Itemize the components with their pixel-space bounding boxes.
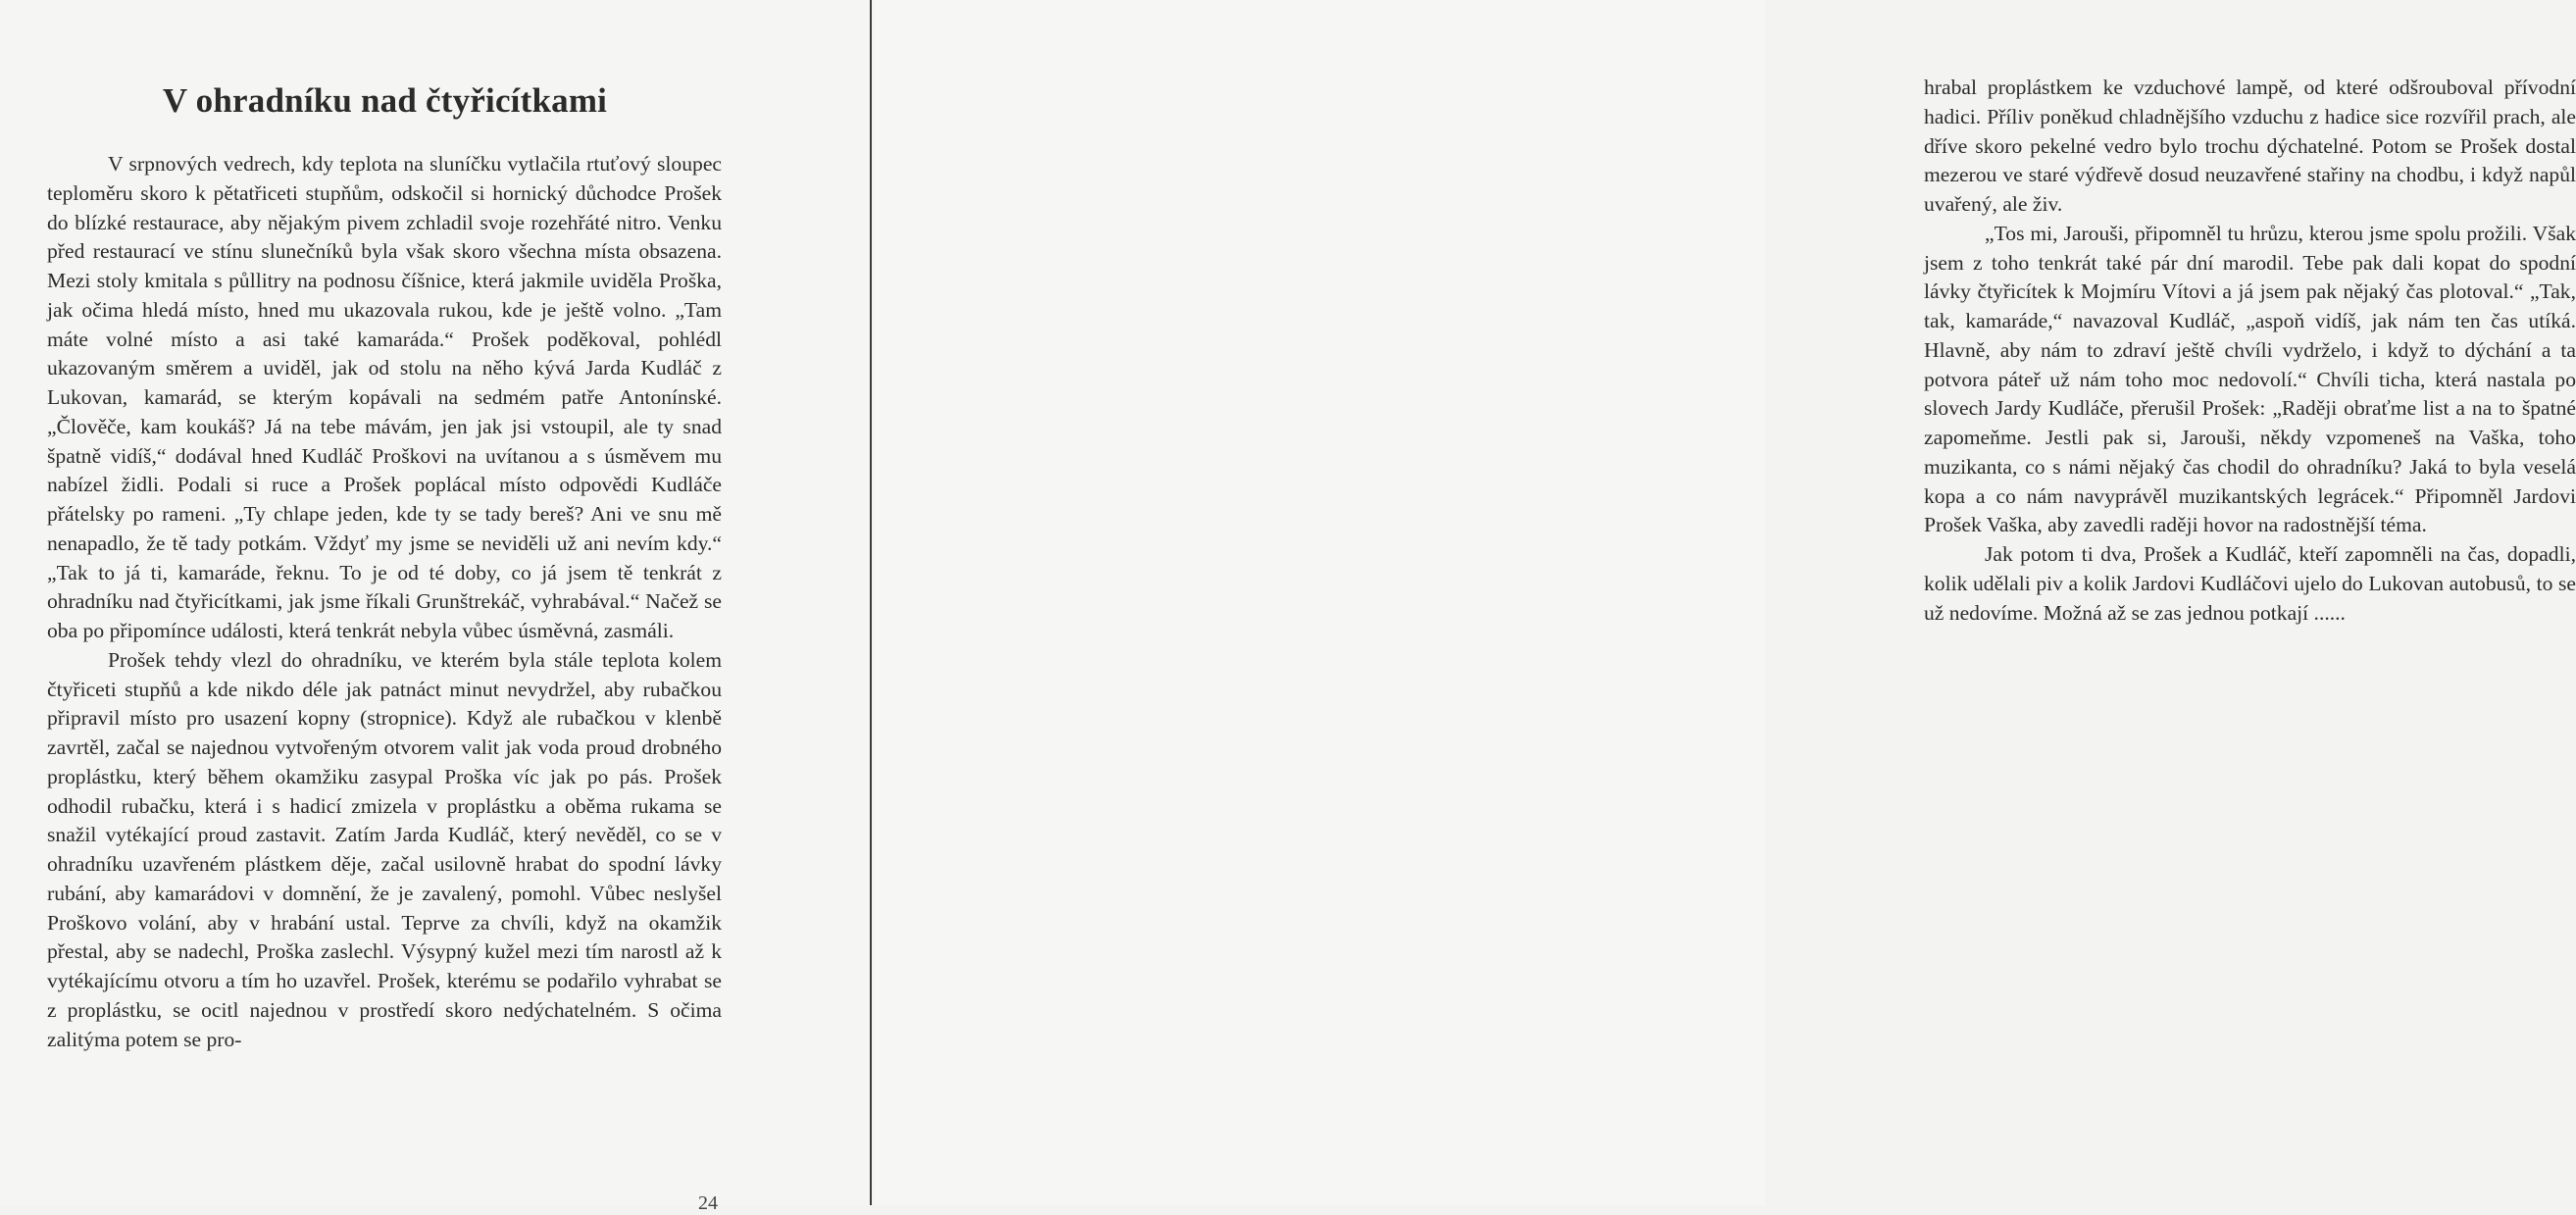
paragraph: V srpnových vedrech, kdy teplota na sluníčku vytlačila rtuťový sloupec teploměru skoro k pětatřiceti stupňům, odskočil si hornický důchodce Prošek do blízké restaurace, aby nějakým pivem zchladil svoje rozehřáté nitro. Venku před restaurací ve stínu slunečníků byla však skoro všechna místa obsazena. Mezi stoly kmitala s půllitry na podnosu číšnice, která jakmile uviděla Proška, jak očima hledá místo, hned mu ukazovala rukou, kde je ještě volno. „Tam máte volné místo a asi také kamaráda.“ Prošek poděkoval, pohlédl ukazovaným směrem a uviděl, jak od stolu na něho kývá Jarda Kudláč z Lukovan, kamarád, se kterým kopávali na sedmém patře Antonínské. „Člověče, kam koukáš? Já na tebe mávám, jen jak jsi vstoupil, ale ty snad špatně vidíš,“ dodával hned Kudláč Proškovi na uvítanou a s úsměvem mu nabízel židli. Podali si ruce a Prošek poplácal místo odpovědi Kudláče přátelsky po rameni. „Ty chlape jeden, kde ty se tady bereš? Ani ve snu mě nenapadlo, že tě tady potkám. Vždyť my jsme se neviděli už ani nevím kdy.“ „Tak to já ti, kamaráde, řeknu. To je od té doby, co já jsem tě tenkrát z ohradníku nad čtyřicítkami, jak jsme říkali Grunštrekáč, vyhrabával.“ Načež se oba po připomínce události, která tenkrát nebyla vůbec úsměvná, zasmáli.	[47, 152, 722, 642]
right-page	[875, 0, 2576, 1205]
paragraph: Jak potom ti dva, Prošek a Kudláč, kteří zapomněli na čas, dopadli, kolik udělali piv a kolik Jardovi Kudláčovi ujelo do Lukovan autobusů, to se už nedovíme. Možná až se zas jednou potkají ......	[1924, 542, 2576, 625]
right-text-column	[1924, 74, 2576, 628]
gutter-divider	[870, 0, 872, 1205]
left-text-column	[47, 150, 722, 1054]
chapter-title: V ohradníku nad čtyřicítkami	[162, 81, 608, 120]
page-number: 24	[698, 1192, 718, 1214]
paragraph: Prošek tehdy vlezl do ohradníku, ve kterém byla stále teplota kolem čtyřiceti stupňů a kde nikdo déle jak patnáct minut nevydržel, aby rubačkou připravil místo pro usazení kopny (stropnice). Když ale rubačkou v klenbě zavrtěl, začal se najednou vytvořeným otvorem valit jak voda proud drobného proplástku, který během okamžiku zasypal Proška víc jak po pás. Prošek odhodil rubačku, která i s hadicí zmizela v proplástku a oběma rukama se snažil vytékající proud zastavit. Zatím Jarda Kudláč, který nevěděl, co se v ohradníku uzavřeném plástkem děje, začal usilovně hrabat do spodní lávky rubání, aby kamarádovi v domnění, že je zavalený, pomohl. Vůbec neslyšel Proškovo volání, aby v hrabání ustal. Teprve za chvíli, když na okamžik přestal, aby se nadechl, Proška zaslechl. Výsypný kužel mezi tím narostl až k vytékajícímu otvoru a tím ho uzavřel. Prošek, kterému se podařilo vyhrabat se z proplástku, se ocitl najednou v prostředí skoro nedýchatelném. S očima zalitýma potem se pro-	[47, 647, 722, 1051]
left-page	[0, 0, 871, 1214]
paragraph-continuation: hrabal proplástkem ke vzduchové lampě, od které odšrouboval přívodní hadici. Příliv poněkud chladnějšího vzduchu z hadice sice rozvířil prach, ale dříve skoro pekelné vedro bylo trochu dýchatelné. Potom se Prošek dostal mezerou ve staré výdřevě dosud neuzavřené stařiny na chodbu, i když napůl uvařený, ale živ.	[1924, 76, 2576, 216]
paragraph: „Tos mi, Jarouši, připomněl tu hrůzu, kterou jsme spolu prožili. Však jsem z toho tenkrát také pár dní marodil. Tebe pak dali kopat do spodní lávky čtyřicítek k Mojmíru Vítovi a já jsem pak nějaký čas plotoval.“ „Tak, tak, kamaráde,“ navazoval Kudláč, „aspoň vidíš, jak nám ten čas utíká. Hlavně, aby nám to zdraví ještě chvíli vydrželo, i když to dýchání a ta potvora páteř už nám toho moc nedovolí.“ Chvíli ticha, která nastala po slovech Jardy Kudláče, přerušil Prošek: „Raději obraťme list a na to špatné zapomeňme. Jestli pak si, Jarouši, někdy vzpomeneš na Vaška, toho muzikanta, co s námi nějaký čas chodil do ohradníku? Jaká to byla veselá kopa a co nám navyprávěl muzikantských legrácek.“ Připomněl Jardovi Prošek Vaška, aby zavedli raději hovor na radostnější téma.	[1924, 221, 2576, 537]
